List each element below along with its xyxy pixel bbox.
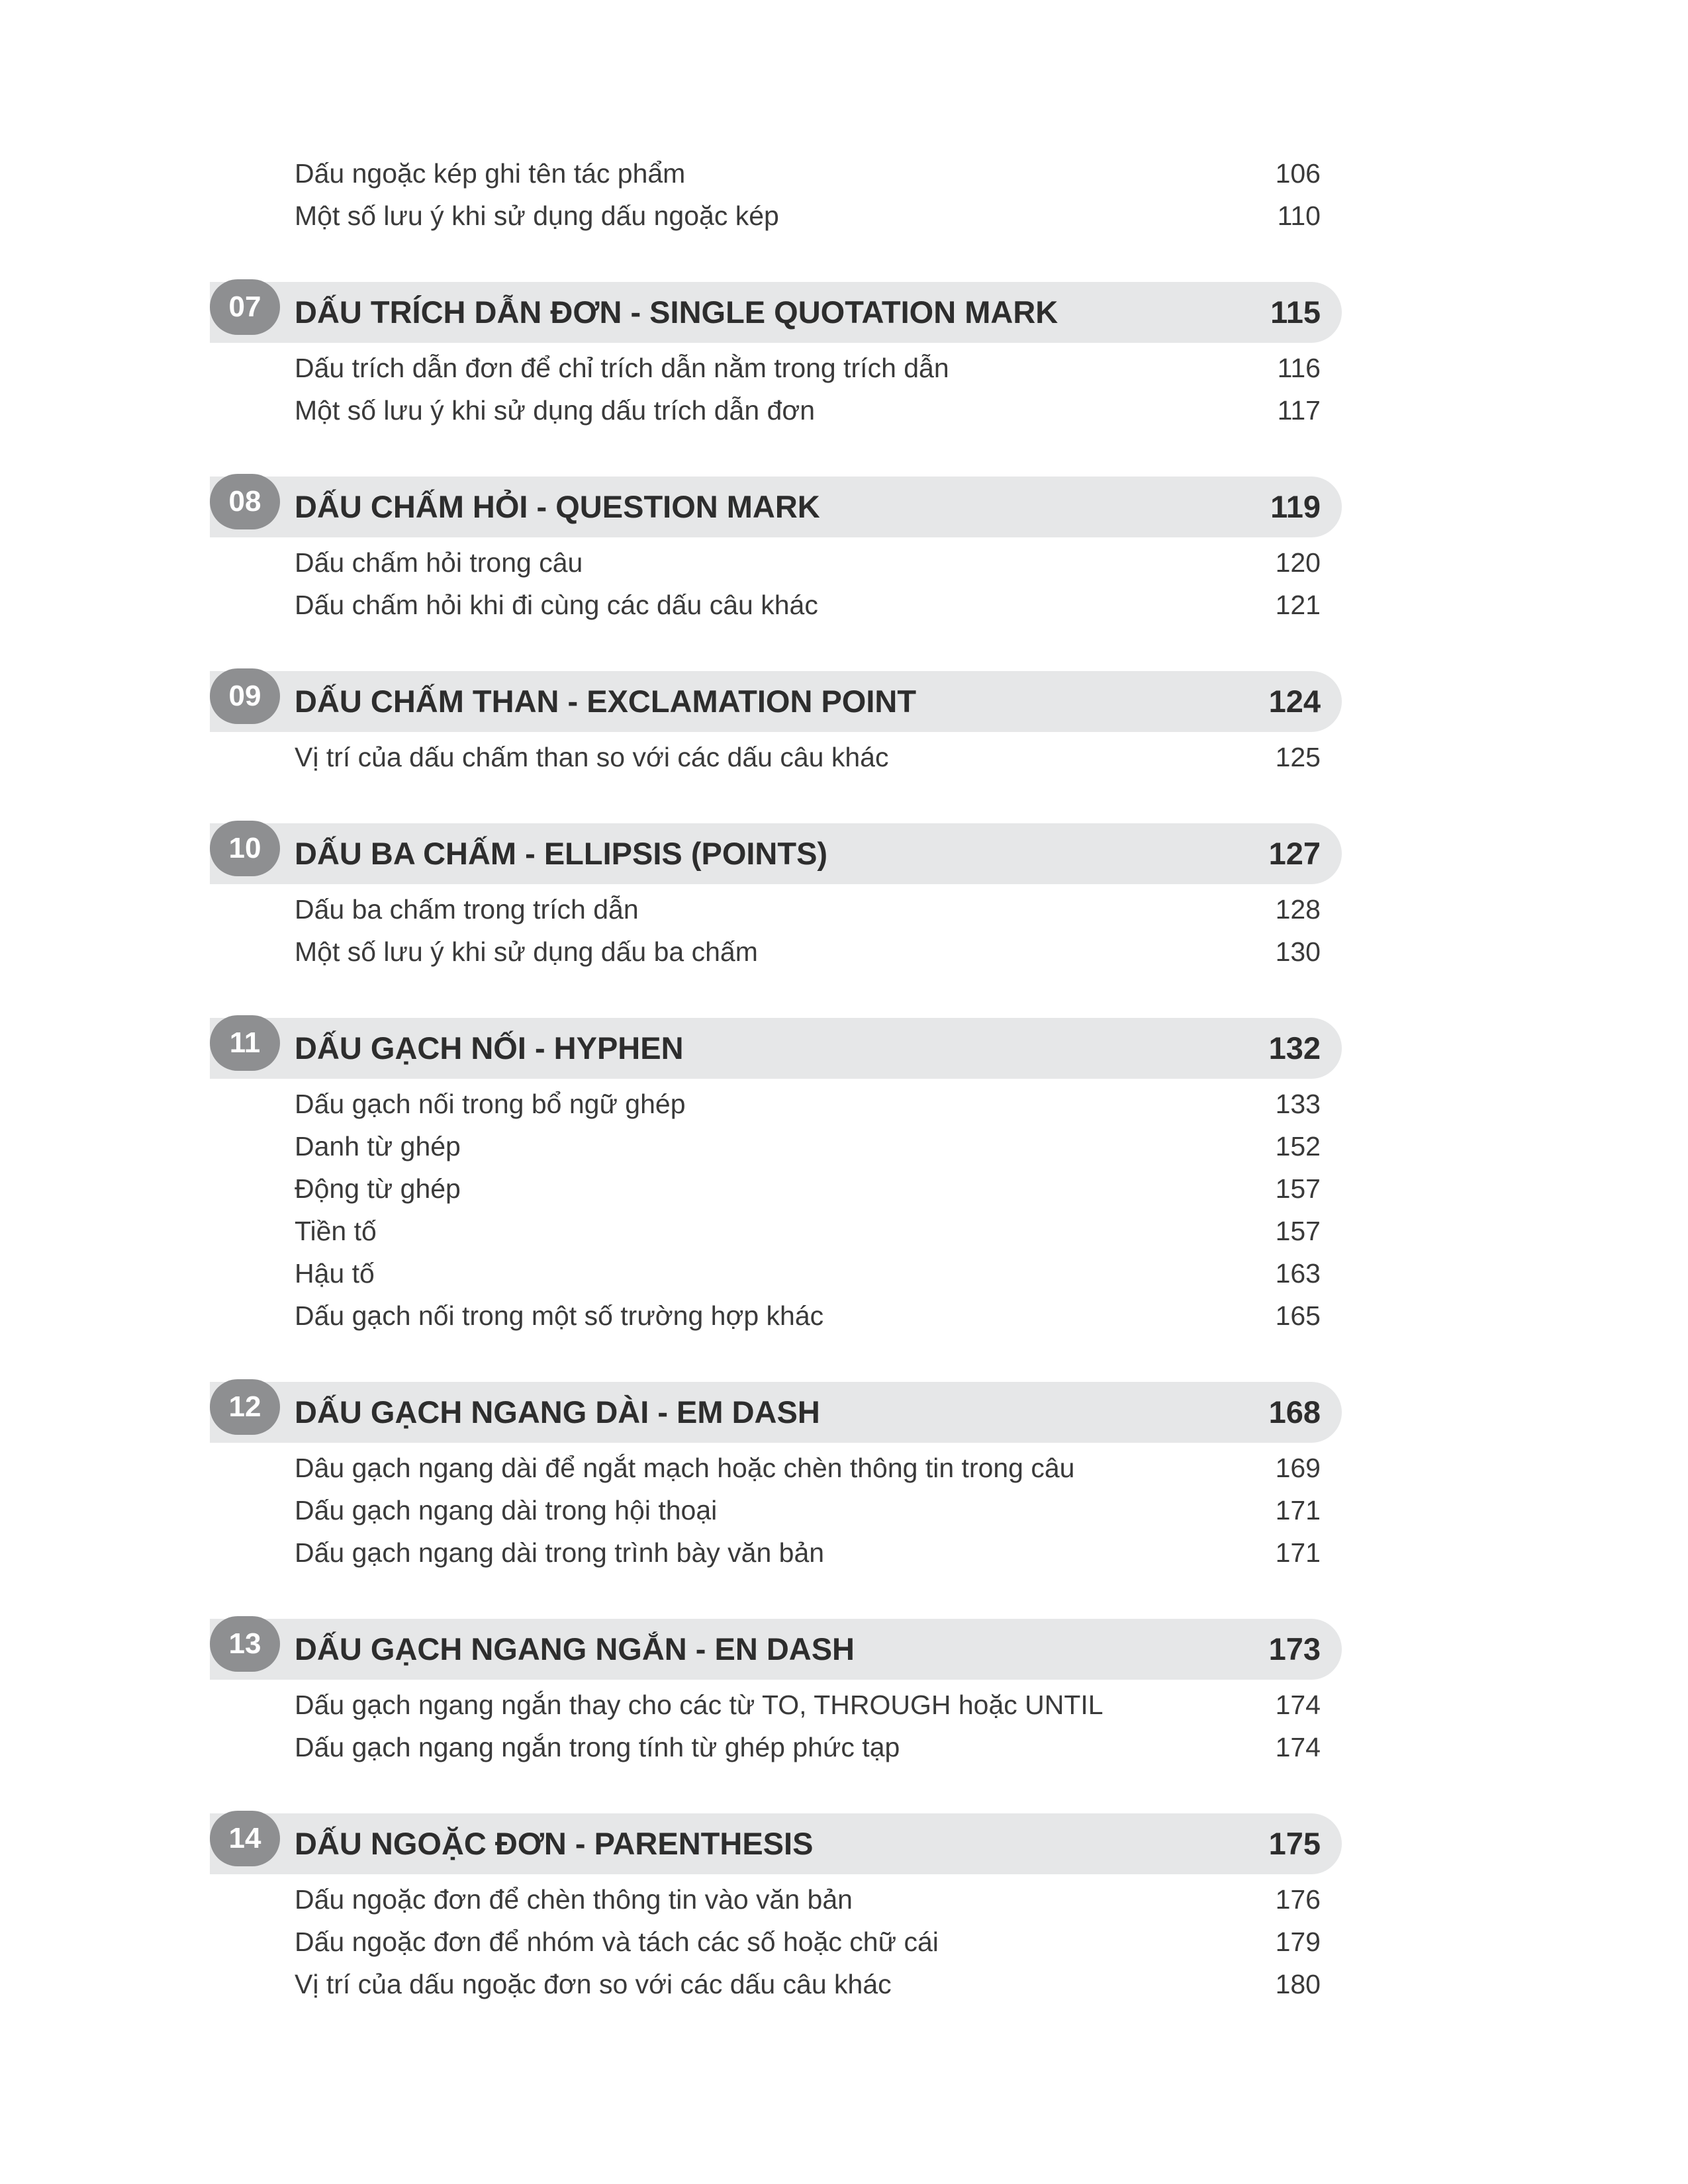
toc-entry-page: 163 xyxy=(1275,1258,1321,1289)
chapter-page: 132 xyxy=(1268,1030,1321,1066)
chapter-title: DẤU NGOẶC ĐƠN - PARENTHESIS xyxy=(295,1826,814,1861)
toc-entry-title: Dấu chấm hỏi trong câu xyxy=(295,547,583,578)
toc-entry-page: 165 xyxy=(1275,1300,1321,1331)
chapter-page: 127 xyxy=(1268,836,1321,871)
toc-entry-page: 133 xyxy=(1275,1089,1321,1119)
toc-entry-title: Dấu gạch nối trong một số trường hợp khác xyxy=(295,1300,824,1331)
toc-entry-page: 157 xyxy=(1275,1173,1321,1204)
toc-entry-page: 169 xyxy=(1275,1453,1321,1483)
toc-entry[interactable] xyxy=(295,1684,1321,1726)
toc-entry[interactable] xyxy=(295,1295,1321,1337)
toc-entry-title: Dấu gạch ngang dài trong trình bày văn bản xyxy=(295,1537,825,1568)
toc-entry-title: Dấu gạch nối trong bổ ngữ ghép xyxy=(295,1089,686,1119)
toc-entry-page: 106 xyxy=(1275,158,1321,189)
toc-entry-page: 117 xyxy=(1277,395,1321,426)
toc-entry-page: 116 xyxy=(1277,353,1321,383)
chapter-number-badge: 12 xyxy=(210,1379,280,1435)
toc-entry-title: Vị trí của dấu ngoặc đơn so với các dấu câu khác xyxy=(295,1969,892,1999)
toc-entry-page: 171 xyxy=(1275,1495,1321,1525)
toc-entry[interactable] xyxy=(295,1083,1321,1125)
toc-entry-title: Một số lưu ý khi sử dụng dấu trích dẫn đơn xyxy=(295,395,816,426)
toc-entry-page: 125 xyxy=(1275,742,1321,772)
toc-entry-page: 121 xyxy=(1275,590,1321,620)
toc-entry[interactable] xyxy=(295,1447,1321,1489)
toc-entry-page: 179 xyxy=(1275,1927,1321,1957)
toc-entry[interactable] xyxy=(295,931,1321,973)
toc-entry[interactable] xyxy=(295,1489,1321,1531)
chapter-header-10[interactable] xyxy=(210,823,1342,884)
chapter-number-badge: 10 xyxy=(210,821,280,876)
toc-entry[interactable] xyxy=(295,888,1321,931)
toc-entry[interactable] xyxy=(295,736,1321,778)
toc-entry-page: 152 xyxy=(1275,1131,1321,1161)
toc-entry-title: Một số lưu ý khi sử dụng dấu ba chấm xyxy=(295,936,758,967)
chapter-number-badge: 09 xyxy=(210,668,280,724)
toc-entry-title: Dấu trích dẫn đơn để chỉ trích dẫn nằm trong trích dẫn xyxy=(295,353,949,383)
toc-entry[interactable] xyxy=(295,1921,1321,1963)
chapter-number-badge: 11 xyxy=(210,1015,280,1071)
toc-entry[interactable] xyxy=(295,1963,1321,2005)
chapter-number-badge: 13 xyxy=(210,1616,280,1672)
toc-entry[interactable] xyxy=(295,195,1321,237)
chapter-page: 173 xyxy=(1268,1631,1321,1666)
chapter-title: DẤU GẠCH NỐI - HYPHEN xyxy=(295,1030,684,1066)
toc-entry-title: Danh từ ghép xyxy=(295,1131,461,1161)
toc-entry-page: 120 xyxy=(1275,547,1321,578)
toc-entry-title: Dấu gạch ngang ngắn thay cho các từ TO, THROUGH hoặc UNTIL xyxy=(295,1690,1103,1720)
chapter-title: DẤU TRÍCH DẪN ĐƠN - SINGLE QUOTATION MARK xyxy=(295,295,1058,330)
chapter-header-12[interactable] xyxy=(210,1382,1342,1443)
toc-entry-page: 176 xyxy=(1275,1884,1321,1915)
toc-entry[interactable] xyxy=(295,1726,1321,1768)
toc-entry-title: Dấu gạch ngang dài trong hội thoại xyxy=(295,1495,718,1525)
chapter-header-09[interactable] xyxy=(210,671,1342,732)
toc-entry-page: 171 xyxy=(1275,1537,1321,1568)
toc-entry-title: Dấu ba chấm trong trích dẫn xyxy=(295,894,639,925)
toc-entry[interactable] xyxy=(295,347,1321,389)
toc-entry-title: Vị trí của dấu chấm than so với các dấu câu khác xyxy=(295,742,889,772)
chapter-page: 115 xyxy=(1270,295,1321,330)
toc-entry-page: 110 xyxy=(1277,201,1321,231)
toc-entry-page: 174 xyxy=(1275,1732,1321,1762)
toc-entry-title: Một số lưu ý khi sử dụng dấu ngoặc kép xyxy=(295,201,779,231)
chapter-title: DẤU BA CHẤM - ELLIPSIS (POINTS) xyxy=(295,836,828,871)
toc-entry[interactable] xyxy=(295,584,1321,626)
chapter-header-14[interactable] xyxy=(210,1813,1342,1874)
toc-entry[interactable] xyxy=(295,1531,1321,1574)
toc-entry-title: Dấu gạch ngang ngắn trong tính từ ghép phức tạp xyxy=(295,1732,900,1762)
chapter-title: DẤU GẠCH NGANG NGẮN - EN DASH xyxy=(295,1631,855,1666)
toc-entry-title: Dâu gạch ngang dài để ngắt mạch hoặc chèn thông tin trong câu xyxy=(295,1453,1075,1483)
toc-entry[interactable] xyxy=(295,1878,1321,1921)
chapter-number-badge: 14 xyxy=(210,1811,280,1866)
toc-entry[interactable] xyxy=(295,1125,1321,1167)
toc-entry-page: 180 xyxy=(1275,1969,1321,1999)
chapter-page: 168 xyxy=(1268,1394,1321,1430)
chapter-page: 175 xyxy=(1268,1826,1321,1861)
toc-entry[interactable] xyxy=(295,1210,1321,1252)
toc-entry-page: 130 xyxy=(1275,936,1321,967)
chapter-header-13[interactable] xyxy=(210,1619,1342,1680)
chapter-header-08[interactable] xyxy=(210,477,1342,537)
toc-entry[interactable] xyxy=(295,152,1321,195)
toc-entry-title: Tiền tố xyxy=(295,1216,377,1246)
toc-entry-page: 128 xyxy=(1275,894,1321,925)
toc-entry-title: Dấu ngoặc kép ghi tên tác phẩm xyxy=(295,158,686,189)
toc-entry-title: Dấu ngoặc đơn để chèn thông tin vào văn bản xyxy=(295,1884,853,1915)
chapter-page: 119 xyxy=(1270,489,1321,524)
toc-entry-title: Dấu ngoặc đơn để nhóm và tách các số hoặc chữ cái xyxy=(295,1927,939,1957)
chapter-number-badge: 08 xyxy=(210,474,280,529)
toc-entry-title: Hậu tố xyxy=(295,1258,375,1289)
toc-entry[interactable] xyxy=(295,389,1321,432)
chapter-header-11[interactable] xyxy=(210,1018,1342,1079)
toc-entry-title: Động từ ghép xyxy=(295,1173,461,1204)
toc-entry[interactable] xyxy=(295,541,1321,584)
chapter-number-badge: 07 xyxy=(210,279,280,335)
toc-entry[interactable] xyxy=(295,1167,1321,1210)
chapter-page: 124 xyxy=(1268,684,1321,719)
toc-entry-page: 157 xyxy=(1275,1216,1321,1246)
toc-entry-page: 174 xyxy=(1275,1690,1321,1720)
toc-entry[interactable] xyxy=(295,1252,1321,1295)
chapter-title: DẤU CHẤM THAN - EXCLAMATION POINT xyxy=(295,684,917,719)
chapter-title: DẤU CHẤM HỎI - QUESTION MARK xyxy=(295,489,820,524)
chapter-header-07[interactable] xyxy=(210,282,1342,343)
toc-entry-title: Dấu chấm hỏi khi đi cùng các dấu câu khác xyxy=(295,590,818,620)
chapter-title: DẤU GẠCH NGANG DÀI - EM DASH xyxy=(295,1394,820,1430)
